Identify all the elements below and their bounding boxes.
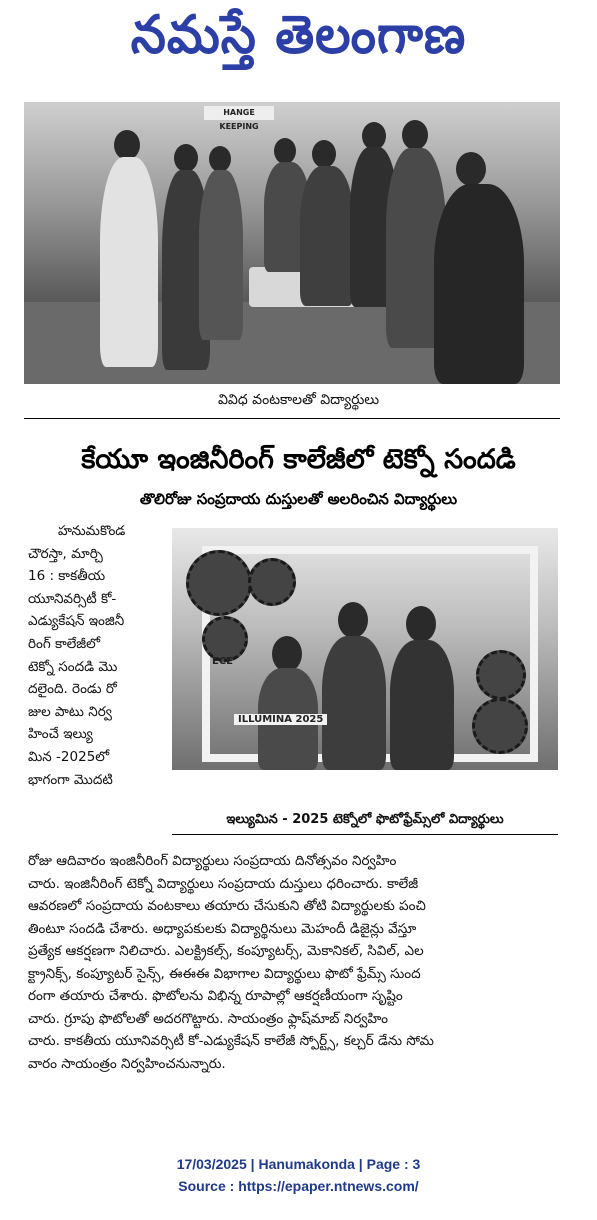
body-line: ప్రత్యేక ఆకర్షణగా నిలిచారు. ఎలక్ట్రికల్స్, కంప్యూటర్స్, మెకానికల్, సివిల్, ఎల: [28, 943, 424, 959]
column-line: హించే ఇల్యు: [28, 726, 93, 743]
decor-rosette: [472, 698, 528, 754]
photo1-caption: వివిధ వంటకాలతో విద్యార్థులు: [217, 392, 380, 408]
photo2-caption: ఇల్యుమిన - 2025 టెక్నోలో ఫొటోఫ్రేమ్స్‌లో విద్యార్థులు: [226, 812, 504, 827]
column-line: రింగ్ కాలేజీలో: [28, 635, 101, 652]
wall-sign: HANGE KEEPING: [204, 106, 274, 120]
column-line: టెక్నో సందడి మొ: [28, 658, 118, 675]
column-line: చౌరస్తా, మార్చి: [28, 545, 103, 562]
body-line: రంగా తయారు చేశారు. ఫొటోలను విభిన్న రూపాల్లో ఆకర్షణీయంగా సృష్టిం: [28, 988, 403, 1004]
column-line: జుల పాటు నిర్వ: [28, 703, 112, 720]
body-line: వారం సాయంత్రం నిర్వహించనున్నారు.: [28, 1055, 226, 1072]
caption-underline: [172, 834, 558, 835]
column-line: మిన -2025లో: [28, 748, 110, 765]
article-body-text: [28, 850, 562, 1075]
headline: కేయూ ఇంజినీరింగ్ కాలేజీలో టెక్నో సందడి: [81, 444, 516, 475]
column-line: దలైంది. రెండు రో: [28, 681, 117, 698]
decor-rosette: [186, 550, 252, 616]
column-line: 16 : కాకతీయ: [28, 568, 106, 585]
decor-rosette: [476, 650, 526, 700]
body-line: చారు. కాకతీయ యూనివర్సిటీ కో-ఎడ్యుకేషన్ కాలేజీ స్పోర్ట్స్, కల్చర్ డేను సోమ: [28, 1033, 434, 1049]
footer-source[interactable]: Source : https://epaper.ntnews.com/: [178, 1178, 419, 1194]
column-line: యూనివర్సిటీ కో-: [28, 590, 117, 607]
subheadline: తొలిరోజు సంప్రదాయ దుస్తులతో అలరించిన విద్యార్థులు: [139, 490, 458, 508]
body-line: చారు. ఇంజినీరింగ్ టెక్నో విద్యార్థులు సంప్రదాయ దుస్తులు ధరించారు. కాలేజీ: [28, 875, 419, 892]
decor-rosette: [248, 558, 296, 606]
column-line: ఎడ్యుకేషన్ ఇంజినీ: [28, 613, 125, 630]
body-line: తింటూ సందడి చేశారు. అధ్యాపకులకు విద్యార్థినులు మెహందీ డిజైన్లు వేస్తూ: [28, 920, 417, 937]
footer-date-edition: 17/03/2025 | Hanumakonda | Page : 3: [176, 1156, 421, 1172]
photo-students-cooking: [24, 102, 560, 384]
body-line: ఆవరణలో సంప్రదాయ వంటకాలు తయారు చేసుకుని తోటి విద్యార్థులకు పంచి: [28, 898, 426, 914]
divider-line: [24, 418, 560, 419]
column-line: హనుమకొండ: [58, 523, 126, 539]
masthead-title: నమస్తే తెలంగాణ: [130, 4, 467, 66]
body-line: రోజు ఆదివారం ఇంజినీరింగ్ విద్యార్థులు సంప్రదాయ దినోత్సవం నిర్వహిం: [28, 853, 397, 869]
body-line: క్ట్రానిక్స్, కంప్యూటర్ సైన్స్, ఈఈఈ విభాగాల విద్యార్థులు ఫొటో ఫ్రేమ్స్ సుంద: [28, 965, 421, 982]
frame-label-ece: ECE: [212, 656, 234, 667]
article-column-text: [28, 520, 166, 791]
photo-illumina-frame: [172, 528, 558, 770]
body-line: చారు. గ్రూపు ఫొటోలతో అదరగొట్టారు. సాయంత్రం ఫ్లాష్‌మాబ్ నిర్వహిం: [28, 1010, 389, 1027]
column-line: భాగంగా మొదటి: [28, 771, 113, 788]
frame-label-illumina: ILLUMINA 2025: [234, 714, 327, 725]
masthead: [0, 6, 597, 76]
